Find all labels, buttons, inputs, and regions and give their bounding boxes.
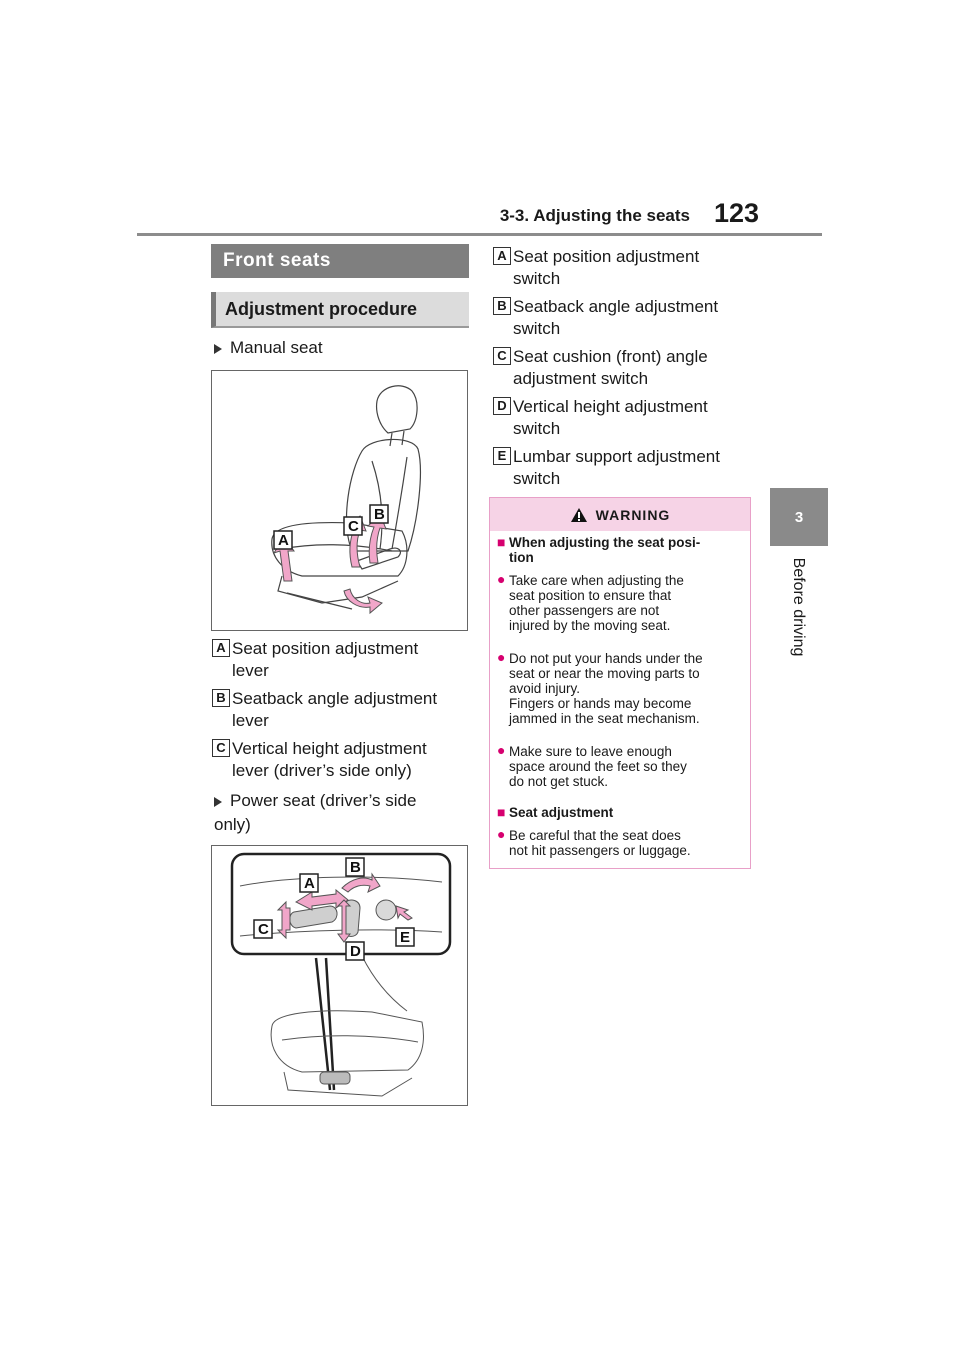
- section-title: Front seats: [211, 244, 469, 278]
- callout-a-text: A: [278, 532, 289, 549]
- power-item-c-line2: adjustment switch: [513, 369, 649, 388]
- dot-bullet-icon: ●: [497, 826, 506, 842]
- warning-topic-2: [497, 805, 747, 821]
- dot-bullet-icon: ●: [497, 649, 506, 665]
- power-item-a-line1: Seat position adjustment: [513, 247, 700, 266]
- warning-box: [489, 497, 751, 869]
- callout-b-text: B: [350, 859, 361, 876]
- power-item-d: [493, 396, 743, 442]
- label-c-icon: C: [493, 347, 511, 365]
- power-seat-heading-line2: only): [214, 815, 251, 834]
- warning-bullet-3: [497, 744, 747, 792]
- square-bullet-icon: ■: [497, 804, 506, 820]
- manual-item-c-line1: Vertical height adjustment: [232, 739, 427, 758]
- page-number: 123: [714, 198, 760, 228]
- label-b-icon: B: [212, 689, 230, 707]
- warning-bullet-4-text: Be careful that the seat does not hit passengers or luggage.: [509, 828, 691, 858]
- manual-seat-heading-text: Manual seat: [230, 338, 323, 357]
- power-seat-figure: [211, 845, 468, 1106]
- manual-item-a-line2: lever: [232, 661, 269, 680]
- arrow-bullet-icon: [214, 797, 222, 807]
- power-item-e-line2: switch: [513, 469, 561, 488]
- warning-bullet-2: [497, 651, 747, 729]
- manual-item-b-line2: lever: [232, 711, 269, 730]
- warning-topic-1-text: When adjusting the seat posi- tion: [509, 535, 701, 565]
- warning-bullet-4: [497, 828, 747, 860]
- power-seat-heading-line1: Power seat (driver’s side: [230, 791, 417, 810]
- power-item-d-line2: switch: [513, 419, 561, 438]
- manual-item-c-line2: lever (driver’s side only): [232, 761, 412, 780]
- callout-d-text: D: [350, 943, 361, 960]
- subsection-title: Adjustment procedure: [211, 292, 469, 328]
- dot-bullet-icon: ●: [497, 742, 506, 758]
- header-divider: [137, 233, 822, 236]
- arrow-bullet-icon: [214, 344, 222, 354]
- warning-bullet-1-text: Take care when adjusting the seat position to ensure that other passengers are not injured by the moving seat.: [509, 573, 684, 633]
- power-item-a-line2: switch: [513, 269, 561, 288]
- label-a-icon: A: [493, 247, 511, 265]
- manual-seat-figure: [211, 370, 468, 631]
- lever-arrow: [344, 589, 382, 613]
- manual-item-b: [212, 688, 462, 734]
- callout-c-text: C: [258, 921, 269, 938]
- section-header: 3-3. Adjusting the seats: [499, 206, 690, 225]
- manual-item-a-line1: Seat position adjustment: [232, 639, 419, 658]
- chapter-label: [778, 548, 818, 668]
- callout-e-text: E: [400, 929, 411, 946]
- label-e-icon: E: [493, 447, 511, 465]
- chapter-number: 3: [794, 508, 804, 526]
- label-c-icon: C: [212, 739, 230, 757]
- callout-a-text: A: [304, 875, 315, 892]
- power-item-c-line1: Seat cushion (front) angle: [513, 347, 708, 366]
- label-b-icon: B: [493, 297, 511, 315]
- warning-bullet-3-text: Make sure to leave enough space around the feet so they do not get stuck.: [509, 744, 687, 789]
- square-bullet-icon: ■: [497, 534, 506, 550]
- warning-title: WARNING: [595, 506, 671, 523]
- manual-seat-heading: [214, 336, 323, 360]
- power-item-a: [493, 246, 743, 292]
- power-item-b-line2: switch: [513, 319, 561, 338]
- manual-seat-illustration: [212, 371, 467, 630]
- label-a-icon: A: [212, 639, 230, 657]
- power-item-b-line1: Seatback angle adjustment: [513, 297, 719, 316]
- manual-item-a: [212, 638, 462, 684]
- callout-c-text: C: [348, 518, 359, 535]
- warning-bullet-2-text: Do not put your hands under the seat or near the moving parts to avoid injury. Fingers or hands may become jammed in the seat mechanism.: [509, 651, 703, 726]
- label-d-icon: D: [493, 397, 511, 415]
- warning-topic-2-text: Seat adjustment: [509, 805, 614, 820]
- callout-b-text: B: [374, 506, 385, 523]
- chapter-tab: [770, 488, 828, 546]
- dot-bullet-icon: ●: [497, 571, 506, 587]
- warning-header: [490, 498, 750, 531]
- chapter-label-text: Before driving: [790, 557, 807, 657]
- power-item-d-line1: Vertical height adjustment: [513, 397, 708, 416]
- power-seat-heading: [214, 789, 464, 837]
- power-item-c: [493, 346, 743, 392]
- power-item-e-line1: Lumbar support adjustment: [513, 447, 720, 466]
- power-item-b: [493, 296, 743, 342]
- power-item-e: [493, 446, 743, 492]
- manual-item-b-line1: Seatback angle adjustment: [232, 689, 438, 708]
- warning-triangle-icon: [570, 507, 588, 523]
- manual-item-c: [212, 738, 462, 784]
- power-seat-illustration: [212, 846, 467, 1105]
- warning-bullet-1: [497, 573, 747, 635]
- warning-topic-1: [497, 535, 747, 567]
